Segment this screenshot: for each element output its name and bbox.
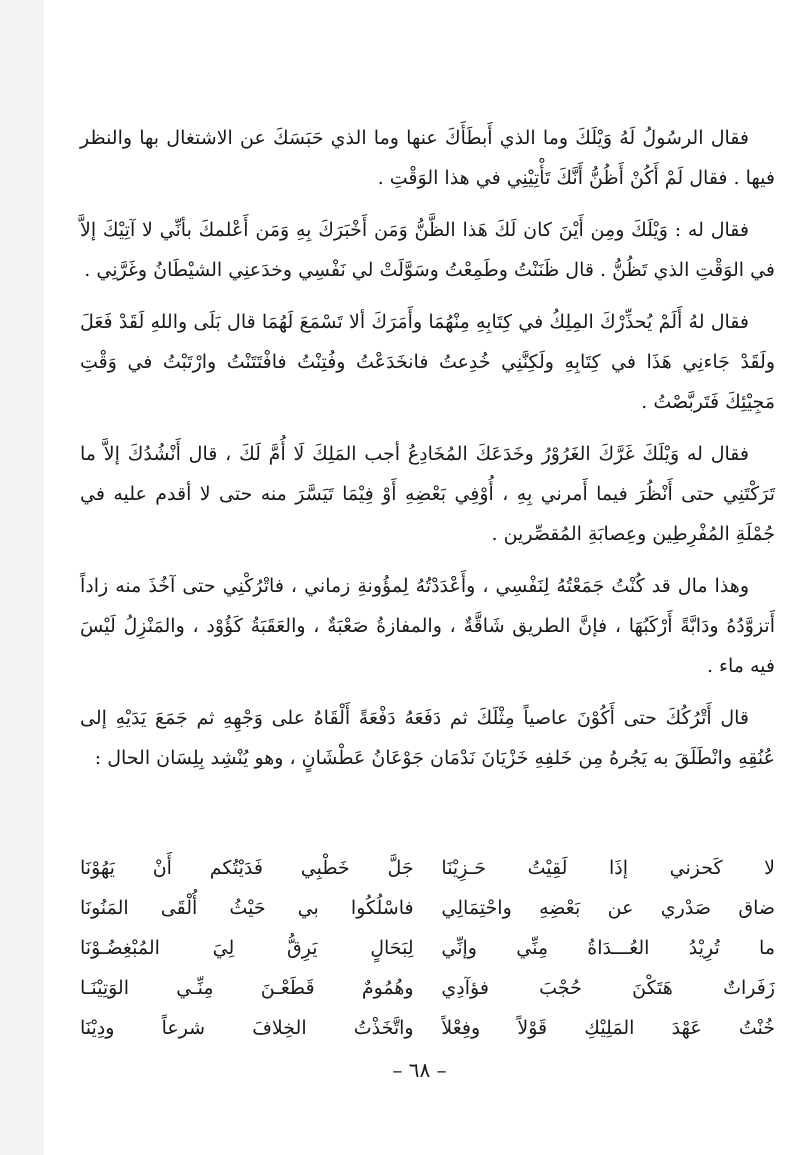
scan-margin bbox=[0, 0, 44, 1155]
verse-line bbox=[80, 968, 775, 1008]
verse-line bbox=[80, 888, 775, 928]
verse-line bbox=[80, 848, 775, 888]
paragraph-5: وهذا مال قد كُنْتُ جَمَعْتُهُ لِنَفْسِي ، وأَعْدَدْتُهُ لِمؤُونةِ زماني ، فاتْرُكْنِي حتى آخُذَ منه زاداً أَتزوَّدُهُ ودَابَّةً أَرْكَبُهَا ، فإنَّ الطريق شَاقَّةٌ ، والمفازةُ صَعْبَةٌ ، والعَقَبَةُ كَؤُوْد ، والمَنْزِلُ لَيْسَ فيه ماء . bbox=[80, 575, 775, 677]
verse-second-hemistich: واتَّخَذْتُ الخِلافَ شرعاً ودِيْنَا bbox=[80, 1017, 414, 1039]
verse-first-hemistich: خُنْتُ عَهْدَ المَلِيْكِ قَوْلاً وفِعْلاً bbox=[441, 1017, 775, 1039]
paragraph-2: فقال له : وَيْلَكَ ومِن أَيْنَ كان لَكَ هَذا الظَّنُّ وَمَن أَخْبَرَكَ بِهِ وَمَن أَعْلمكَ بأنِّي لا آتِيْكَ إلاَّ في الوَقْتِ الذي تَظُنُّ . قال ظَنَنْتُ وطَمِعْتُ وسَوَّلَتْ لي نَفْسِي وخدَعنِي الشيْطَانُ وغَرَّنِي . bbox=[80, 219, 775, 281]
verse-first-hemistich: لا كَحزني إذَا لَقِيْتُ حَـزِيْنَا bbox=[441, 857, 775, 879]
paragraph-3: فقال لهُ أَلَمْ يُحذِّرْكَ المِلِكُ في كِتَابِهِ مِنْهُمَا وأَمَرَكَ ألا تَسْمَعَ لَهُمَا قال بَلَى واللهِ لَقَدْ فَعَلَ ولَقَدْ جَاءنِي هَذَا في كِتَابِهِ ولَكِنَّنِي خُدِعتُ فانخَدَعْتُ وفُتِنْتُ فافْتَتَنْتُ وارْتَبْتُ في وَقْتِ مَجِيْئِكَ فَتَربَّصْتُ . bbox=[80, 311, 775, 413]
verse-first-hemistich: زَفَراتٌ هَتَكْنَ حُجْبَ فؤآدِي bbox=[441, 977, 775, 999]
poem bbox=[80, 848, 775, 1048]
verse-second-hemistich: وهُمُومٌ قَطَعْـنَ مِنِّـي الوَتِيْنَـا bbox=[80, 977, 414, 999]
verse-line bbox=[80, 928, 775, 968]
book-page bbox=[44, 0, 795, 1155]
paragraph-6: قال أَتْرُكُكَ حتى أَكُوْنَ عاصياً مِثْلَكَ ثم دَفَعَهُ دَفْعَةً أَلْقَاهُ على وَجْهِهِ ثم جَمَعَ يَدَيْهِ إلى عُنُقِهِ وانْطَلَقَ به يَجُرهُ مِن خَلفِهِ خَزْيَانَ نَدْمَان جَوْعَانُ عَطْشَانٍ ، وهو يُنْشِد بِلِسَان الحال : bbox=[80, 707, 775, 769]
paragraph-4: فقال له وَيْلَكَ غَرَّكَ الغَرُوْرُ وخَدَعَكَ المُخَادِعُ أجب المَلِكَ لَا أُمَّ لَكَ ، قال أَنْشُدُكَ إلاَّ ما تَرَكْتَنِي حتى أَنْظُرَ فيما أَمرني بِهِ ، أُوْفِي بَعْضِهِ أَوْ فِيْمَا تَيَسَّرَ منه حتى لا أقدم عليه في جُمْلَةِ المُفْرِطِين وعِصابَةِ المُقصِّرين . bbox=[80, 443, 775, 545]
verse-second-hemistich: جَلَّ خَطْبِي فَدَيْتُكم أَنْ يَهُوْنَا bbox=[80, 857, 414, 879]
page-number: – ٦٨ – bbox=[392, 1058, 447, 1082]
verse-second-hemistich: لِبَحَالٍ يَرِقُّ لِيَ المُبْغِضُـوْنَا bbox=[80, 937, 414, 959]
paragraph-1: فقال الرسُولُ لَهُ وَيْلَكَ وما الذي أَبطَأَكَ عنها وما الذي حَبَسَكَ عن الاشتغال بها والنظر فيها . فقال لَمْ أَكُنْ أَظُنُّ أَنَّكَ تَأْتِيْنِي في هذا الوَقْتِ . bbox=[80, 127, 775, 189]
verse-first-hemistich: ما تُرِيْدُ العُـــدَاةُ مِنِّي وإنِّي bbox=[441, 937, 775, 959]
verse-second-hemistich: فاسْلُكُوا بي حَيْثُ أُلْقَى المَنُونَا bbox=[80, 897, 414, 919]
verse-line bbox=[80, 1008, 775, 1048]
prose-text bbox=[80, 118, 775, 790]
verse-first-hemistich: ضاق صَدْري عن بَعْضِهِ واحْتِمَالِي bbox=[441, 897, 775, 919]
